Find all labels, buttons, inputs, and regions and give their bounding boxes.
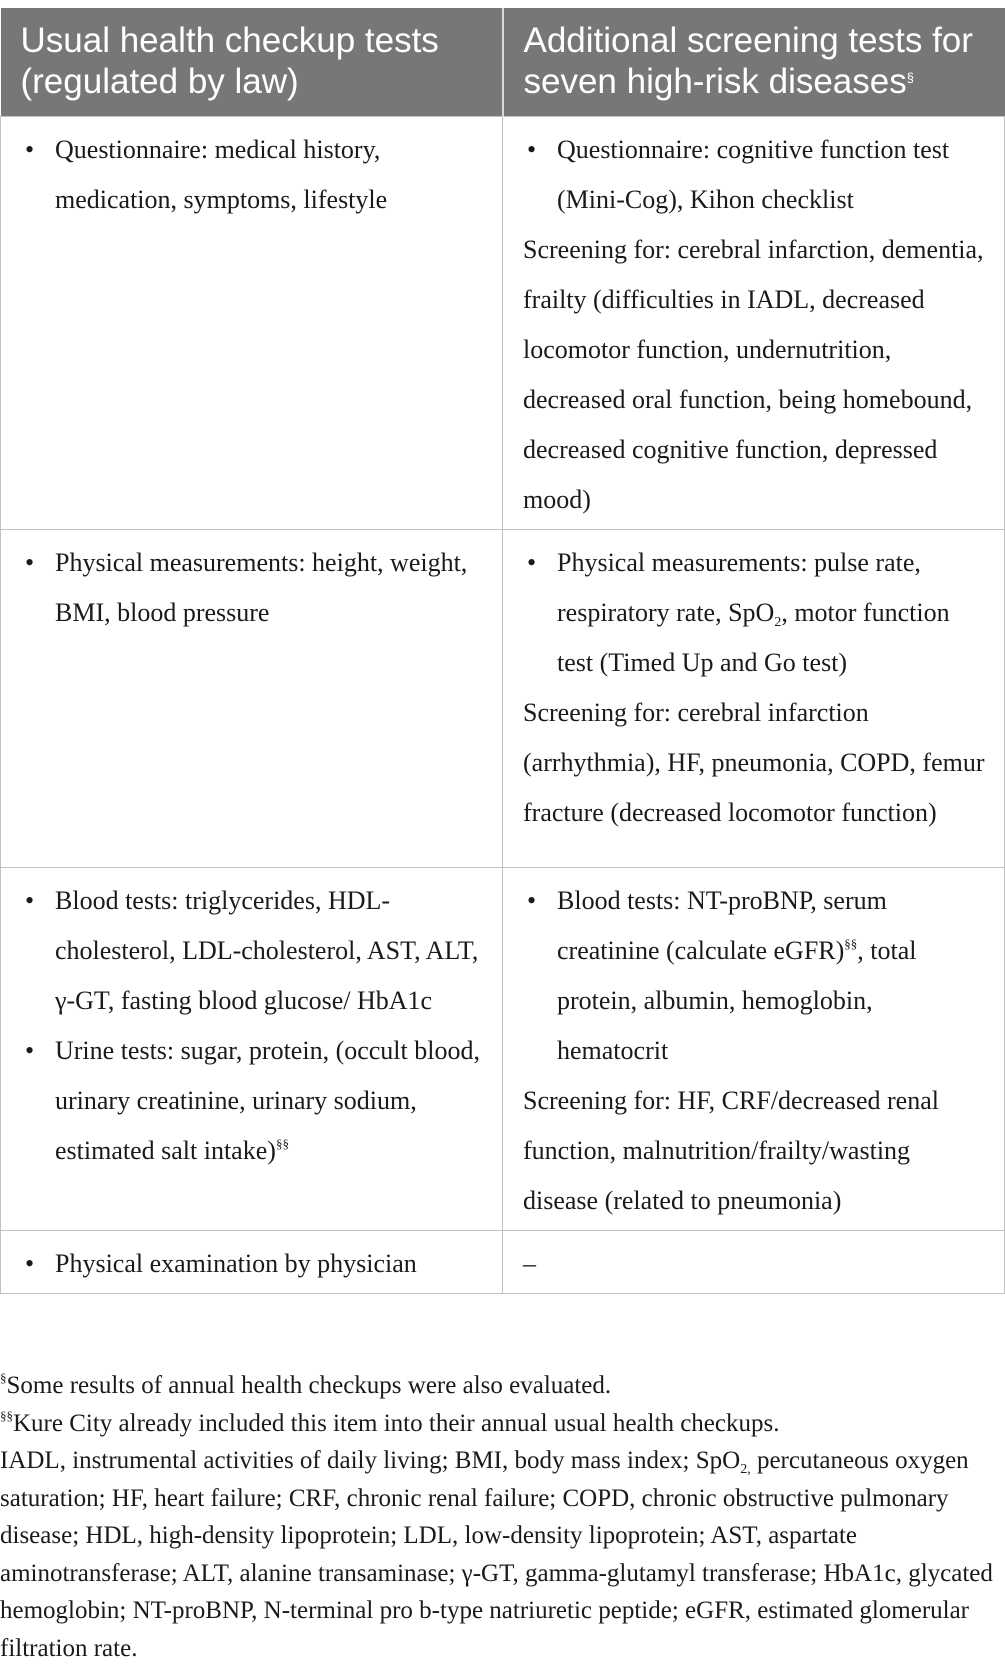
screening-text: Screening for: HF, CRF/decreased renal function, malnutrition/frailty/wasting disease (related to pneumonia) bbox=[523, 1086, 939, 1215]
subscript: 2 bbox=[774, 615, 782, 630]
item-text-cont: , motor function test (Timed Up and Go test) bbox=[557, 598, 950, 677]
footnote-2 bbox=[0, 1405, 1004, 1443]
list-item bbox=[523, 538, 990, 688]
list-item bbox=[21, 1026, 488, 1176]
footnote-text: Some results of annual health checkups were also evaluated. bbox=[6, 1372, 612, 1399]
cell-additional bbox=[503, 117, 1005, 530]
abbreviations-text-cont: percutaneous oxygen saturation; HF, heart failure; CRF, chronic renal failure; COPD, chronic obstructive pulmonary disease; HDL, high-density lipoprotein; LDL, low-density lipoprotein; AST, aspartate aminotransferase; ALT, alanine transaminase; γ-GT, gamma-glutamyl transferase; HbA1c, glycated hemoglobin; NT-proBNP, N-terminal pro b-type natriuretic peptide; eGFR, estimated glomerular filtration rate. bbox=[0, 1447, 993, 1662]
item-list bbox=[21, 1239, 488, 1289]
item-text: Blood tests: triglycerides, HDL-cholesterol, LDL-cholesterol, AST, ALT, γ-GT, fasting blood glucose/ HbA1c bbox=[55, 886, 479, 1015]
item-text: Physical examination by physician bbox=[55, 1249, 417, 1278]
list-item bbox=[21, 1239, 488, 1289]
cell-usual bbox=[1, 1231, 503, 1294]
item-list bbox=[21, 125, 488, 225]
item-list bbox=[523, 538, 990, 688]
item-text: Questionnaire: medical history, medication, symptoms, lifestyle bbox=[55, 135, 388, 214]
table-footnotes bbox=[0, 1367, 1004, 1667]
screening-text: Screening for: cerebral infarction (arrhythmia), HF, pneumonia, COPD, femur fracture (decreased locomotor function) bbox=[523, 698, 985, 827]
table-row bbox=[1, 117, 1005, 530]
item-text: Physical measurements: height, weight, BMI, blood pressure bbox=[55, 548, 468, 627]
bullet-icon: • bbox=[527, 548, 537, 577]
list-item bbox=[523, 125, 990, 225]
item-list bbox=[21, 538, 488, 638]
cell-usual bbox=[1, 868, 503, 1231]
table-row bbox=[1, 868, 1005, 1231]
footnote-mark: §§ bbox=[0, 1407, 13, 1423]
item-text-cont: , total protein, albumin, hemoglobin, hematocrit bbox=[557, 936, 917, 1065]
item-list bbox=[523, 876, 990, 1076]
list-item bbox=[21, 538, 488, 638]
bullet-icon: • bbox=[527, 886, 537, 915]
bullet-icon: • bbox=[25, 548, 35, 577]
bullet-icon: • bbox=[25, 1036, 35, 1065]
screening-text: Screening for: cerebral infarction, dementia, frailty (difficulties in IADL, decreased locomotor function, undernutrition, decreased oral function, being homebound, decreased cognitive function, depressed mood) bbox=[523, 235, 984, 514]
header-additional-tests-label: Additional screening tests for seven high-risk diseases bbox=[523, 21, 973, 101]
bullet-icon: • bbox=[527, 135, 537, 164]
header-additional-tests bbox=[503, 8, 1005, 117]
bullet-icon: • bbox=[25, 135, 35, 164]
cell-additional bbox=[503, 868, 1005, 1231]
item-list bbox=[523, 125, 990, 225]
cell-usual bbox=[1, 117, 503, 530]
subscript: 2, bbox=[740, 1462, 751, 1477]
footnote-text: Kure City already included this item into their annual usual health checkups. bbox=[13, 1409, 780, 1437]
item-text: Physical measurements: pulse rate, respiratory rate, SpO bbox=[557, 548, 921, 627]
item-text: Blood tests: NT-proBNP, serum creatinine (calculate eGFR) bbox=[557, 886, 887, 965]
list-item bbox=[523, 876, 990, 1076]
table-row bbox=[1, 530, 1005, 868]
bullet-icon: • bbox=[25, 1249, 35, 1278]
footnote-mark: § bbox=[0, 1370, 7, 1385]
footnote-1 bbox=[0, 1367, 1004, 1405]
cell-additional bbox=[503, 530, 1005, 868]
item-list bbox=[21, 876, 488, 1176]
header-row bbox=[1, 8, 1005, 117]
list-item bbox=[21, 125, 488, 225]
abbreviations-text: IADL, instrumental activities of daily living; BMI, body mass index; SpO bbox=[0, 1447, 741, 1474]
footnote-mark: §§ bbox=[844, 936, 858, 951]
footnote-mark: §§ bbox=[275, 1136, 289, 1151]
empty-dash: – bbox=[523, 1249, 536, 1278]
screening-table bbox=[0, 8, 1005, 1294]
header-usual-tests-label: Usual health checkup tests (regulated by law) bbox=[20, 21, 439, 101]
bullet-icon: • bbox=[25, 886, 35, 915]
abbreviations bbox=[0, 1442, 1004, 1667]
item-text: Urine tests: sugar, protein, (occult blood, urinary creatinine, urinary sodium, estimated salt intake) bbox=[55, 1036, 480, 1165]
item-text: Questionnaire: cognitive function test (Mini-Cog), Kihon checklist bbox=[557, 135, 950, 214]
list-item bbox=[21, 876, 488, 1026]
header-usual-tests bbox=[1, 8, 503, 117]
table-row bbox=[1, 1231, 1005, 1294]
header-footnote-mark: § bbox=[906, 70, 914, 85]
cell-additional bbox=[503, 1231, 1005, 1294]
cell-usual bbox=[1, 530, 503, 868]
